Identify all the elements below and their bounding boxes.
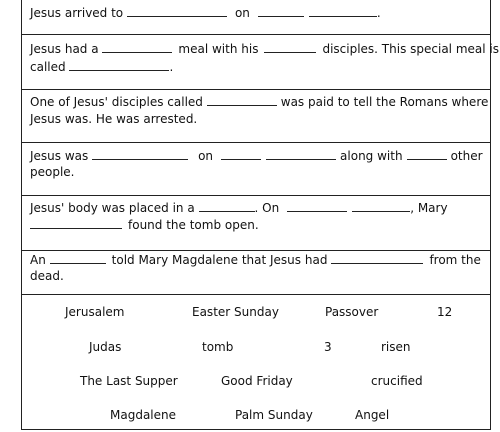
question-line — [30, 95, 488, 110]
answer-blank[interactable] — [352, 202, 410, 212]
question-line — [30, 42, 499, 57]
question-line — [30, 165, 75, 180]
question-line — [30, 112, 197, 127]
question-row-4 — [22, 142, 490, 195]
word-bank-item: Easter Sunday — [192, 305, 279, 319]
question-text: people. — [30, 165, 75, 179]
question-text: Jesus was — [30, 149, 93, 163]
word-bank-item: 3 — [324, 340, 332, 354]
question-text: was paid to tell the Romans where — [280, 95, 489, 109]
question-text: found the tomb open. — [128, 218, 259, 232]
question-text: Jesus had a — [30, 42, 103, 56]
question-text: meal with his — [178, 42, 259, 56]
worksheet — [21, 0, 499, 430]
answer-blank[interactable] — [264, 43, 316, 53]
answer-blank[interactable] — [407, 150, 447, 160]
answer-blank[interactable] — [266, 150, 336, 160]
answer-blank[interactable] — [102, 43, 172, 53]
word-bank-item: Judas — [89, 340, 122, 354]
word-bank-item: Palm Sunday — [235, 408, 313, 422]
question-row-3 — [22, 89, 490, 142]
question-text: Jesus was. He was arrested. — [30, 112, 198, 126]
question-row-2 — [22, 34, 499, 89]
question-line — [30, 269, 64, 284]
answer-blank[interactable] — [221, 150, 261, 160]
question-text: . On — [254, 201, 280, 215]
question-text: along with — [340, 149, 403, 163]
question-row-1 — [22, 0, 490, 34]
answer-blank[interactable] — [207, 96, 277, 106]
question-text: Jesus' body was placed in a — [30, 201, 199, 215]
question-line — [30, 149, 483, 164]
question-text: dead. — [30, 269, 64, 283]
question-text: One of Jesus' disciples called — [30, 95, 207, 109]
question-row-6 — [22, 250, 490, 294]
question-text: . — [376, 6, 381, 20]
word-bank-item: Magdalene — [110, 408, 176, 422]
question-line — [30, 253, 481, 268]
question-line — [30, 60, 173, 75]
question-text: on — [234, 6, 250, 20]
word-bank-item: Passover — [325, 305, 379, 319]
word-bank-item: tomb — [202, 340, 234, 354]
question-row-5 — [22, 195, 490, 250]
question-text: , Mary — [410, 201, 448, 215]
question-text: from the — [429, 253, 481, 267]
answer-blank[interactable] — [92, 150, 188, 160]
answer-blank[interactable] — [127, 7, 227, 17]
question-text: on — [198, 149, 214, 163]
word-bank-item: crucified — [371, 374, 423, 388]
question-text: called — [30, 60, 70, 74]
question-line — [30, 201, 448, 216]
answer-blank[interactable] — [287, 202, 347, 212]
question-text: other — [450, 149, 483, 163]
question-text: . — [169, 60, 174, 74]
question-text: told Mary Magdalene that Jesus had — [111, 253, 328, 267]
question-line — [30, 6, 381, 21]
answer-blank[interactable] — [331, 254, 423, 264]
question-text: Jesus arrived to — [30, 6, 127, 20]
question-text: disciples. This special meal is — [322, 42, 499, 56]
word-bank-item: 12 — [437, 305, 453, 319]
answer-blank[interactable] — [69, 61, 169, 71]
answer-blank[interactable] — [30, 219, 122, 229]
answer-blank[interactable] — [258, 7, 304, 17]
word-bank-item: risen — [381, 340, 411, 354]
answer-blank[interactable] — [199, 202, 255, 212]
word-bank-item: Jerusalem — [65, 305, 125, 319]
word-bank-item: Angel — [355, 408, 390, 422]
question-text: An — [30, 253, 50, 267]
question-line — [30, 218, 259, 233]
word-bank-item: The Last Supper — [80, 374, 178, 388]
word-bank-item: Good Friday — [221, 374, 293, 388]
answer-blank[interactable] — [50, 254, 106, 264]
word-bank — [22, 294, 490, 430]
answer-blank[interactable] — [309, 7, 377, 17]
